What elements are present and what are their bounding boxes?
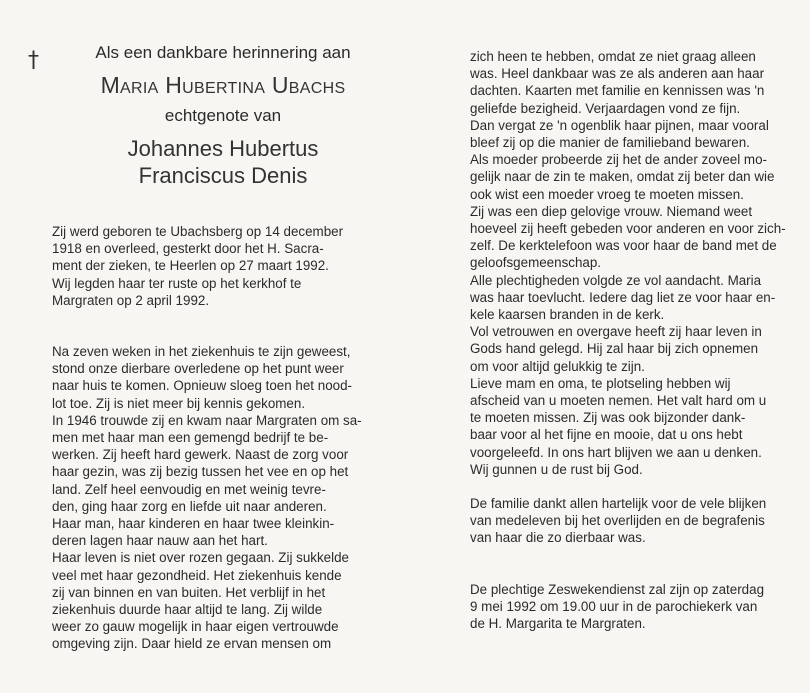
text-line: men met haar man een gemengd bedrijf te be-: [52, 430, 329, 446]
text-line: 1918 en overleed, gesterkt door het H. Sacra-: [52, 241, 324, 257]
spouse-name-line-2: Franciscus Denis: [138, 163, 308, 188]
text-line: te moeten missen. Zij was ook bijzonder dank-: [470, 410, 746, 426]
text-line: kele kaarsen branden in de kerk.: [470, 307, 665, 323]
right-column: [470, 48, 795, 632]
text-line: veel met haar gezondheid. Het ziekenhuis kende: [52, 567, 342, 583]
text-line: Haar man, haar kinderen en haar twee kleinkin-: [52, 516, 335, 532]
text-line: Gods hand gelegd. Hij zal haar bij zich opnemen: [470, 341, 759, 357]
intro-line: Als een dankbare herinnering aan: [95, 43, 351, 62]
text-line: 9 mei 1992 om 19.00 uur in de parochiekerk van: [470, 598, 758, 614]
text-line: voorgeleefd. In ons hart blijven we aan u denken.: [470, 444, 762, 460]
text-line: De familie dankt allen hartelijk voor de vele blijken: [470, 496, 767, 512]
text-line: den, ging haar zorg en liefde uit naar anderen.: [52, 498, 327, 514]
text-line: zij van binnen en van buiten. Het verblijf in het: [52, 584, 326, 600]
text-line: bleef zij op die manier de familieband bewaren.: [470, 135, 750, 151]
text-line: Wij legden haar ter ruste op het kerkhof te: [52, 275, 302, 291]
spouse-intro: echtgenote van: [164, 106, 282, 125]
text-line: De plechtige Zeswekendienst zal zijn op zaterdag: [470, 581, 765, 597]
text-line: haar gezin, was zij bezig tussen het vee en op het: [52, 464, 349, 480]
text-line: van haar die zo dierbaar was.: [470, 530, 646, 546]
text-line: Vol vetrouwen en overgave heeft zij haar leven in: [470, 324, 762, 340]
text-line: hoeveel zij heeft gebeden voor anderen en voor zich-: [470, 221, 786, 237]
service-paragraph: [470, 581, 795, 633]
text-line: van medeleven bij het overlijden en de begrafenis: [470, 513, 765, 529]
text-line: omgeving zijn. Daar hield ze ervan mensen om: [52, 636, 332, 652]
text-line: deren lagen haar nauw aan het hart.: [52, 533, 268, 549]
thanks-paragraph: [470, 495, 795, 547]
text-line: baar voor al het fijne en mooie, dat u ons hebt: [470, 427, 743, 443]
text-line: afscheid van u moeten nemen. Het valt hard om u: [470, 393, 767, 409]
text-line: Alle plechtigheden volgde ze vol aandacht. Maria: [470, 272, 762, 288]
header: [38, 42, 408, 189]
left-column: [52, 223, 387, 653]
text-line: Zij was een diep gelovige vrouw. Niemand weet: [470, 203, 753, 219]
text-line: Zij werd geboren te Ubachsberg op 14 december: [52, 224, 344, 239]
text-line: ment der zieken, te Heerlen op 27 maart 1992.: [52, 258, 329, 274]
text-line: stond onze dierbare overledene op het punt weer: [52, 361, 344, 377]
text-line: was. Heel dankbaar was ze als anderen aan haar: [470, 66, 765, 82]
text-line: Margraten op 2 april 1992.: [52, 292, 210, 308]
text-line: werken. Zij heeft hard gewerk. Naast de zorg voor: [52, 447, 349, 463]
text-line: geliefde bezigheid. Verjaardagen vond ze fijn.: [470, 100, 741, 116]
text-line: ziekenhuis duurde haar altijd te lang. Zij wilde: [52, 602, 323, 618]
text-line: zich heen te hebben, omdat ze niet graag alleen: [470, 49, 756, 64]
bio-paragraph: [52, 223, 387, 309]
deceased-name: Maria Hubertina Ubachs: [100, 72, 346, 98]
text-line: lot toe. Zij is niet meer bij kennis gekomen.: [52, 395, 306, 411]
text-line: naar huis te komen. Opnieuw sloeg toen het nood-: [52, 378, 352, 394]
text-line: om voor altijd gelukkig te zijn.: [470, 358, 645, 374]
text-line: weer zo gauw mogelijk in haar eigen vertrouwde: [52, 619, 339, 635]
text-line: de H. Margarita te Margraten.: [470, 616, 646, 632]
text-line: dachten. Kaarten met familie en kennissen was 'n: [470, 83, 765, 99]
text-line: geloofsgemeenschap.: [470, 255, 602, 271]
text-line: was haar toevlucht. Iedere dag liet ze voor haar en-: [470, 289, 776, 305]
spouse-name-line-1: Johannes Hubertus: [127, 136, 319, 161]
text-line: Haar leven is niet over rozen gegaan. Zij sukkelde: [52, 550, 349, 566]
text-line: land. Zelf heel eenvoudig en met weinig tevre-: [52, 481, 326, 497]
text-line: Dan vergat ze 'n ogenblik haar pijnen, maar vooral: [470, 117, 769, 133]
text-line: In 1946 trouwde zij en kwam naar Margraten om sa-: [52, 412, 362, 428]
story-paragraph-left: [52, 343, 387, 653]
text-line: Lieve mam en oma, te plotseling hebben wij: [470, 375, 731, 391]
cross-icon: †: [28, 48, 39, 73]
text-line: gelijk naar de zin te maken, omdat zij beter dan wie: [470, 169, 775, 185]
text-line: Wij gunnen u de rust bij God.: [470, 461, 643, 477]
text-line: Als moeder probeerde zij het de ander zoveel mo-: [470, 152, 767, 168]
text-line: Na zeven weken in het ziekenhuis te zijn geweest,: [52, 344, 351, 360]
text-line: zelf. De kerktelefoon was voor haar de band met de: [470, 238, 777, 254]
text-line: ook wist een moeder vroeg te moeten missen.: [470, 186, 744, 202]
story-paragraph-right: [470, 48, 795, 478]
